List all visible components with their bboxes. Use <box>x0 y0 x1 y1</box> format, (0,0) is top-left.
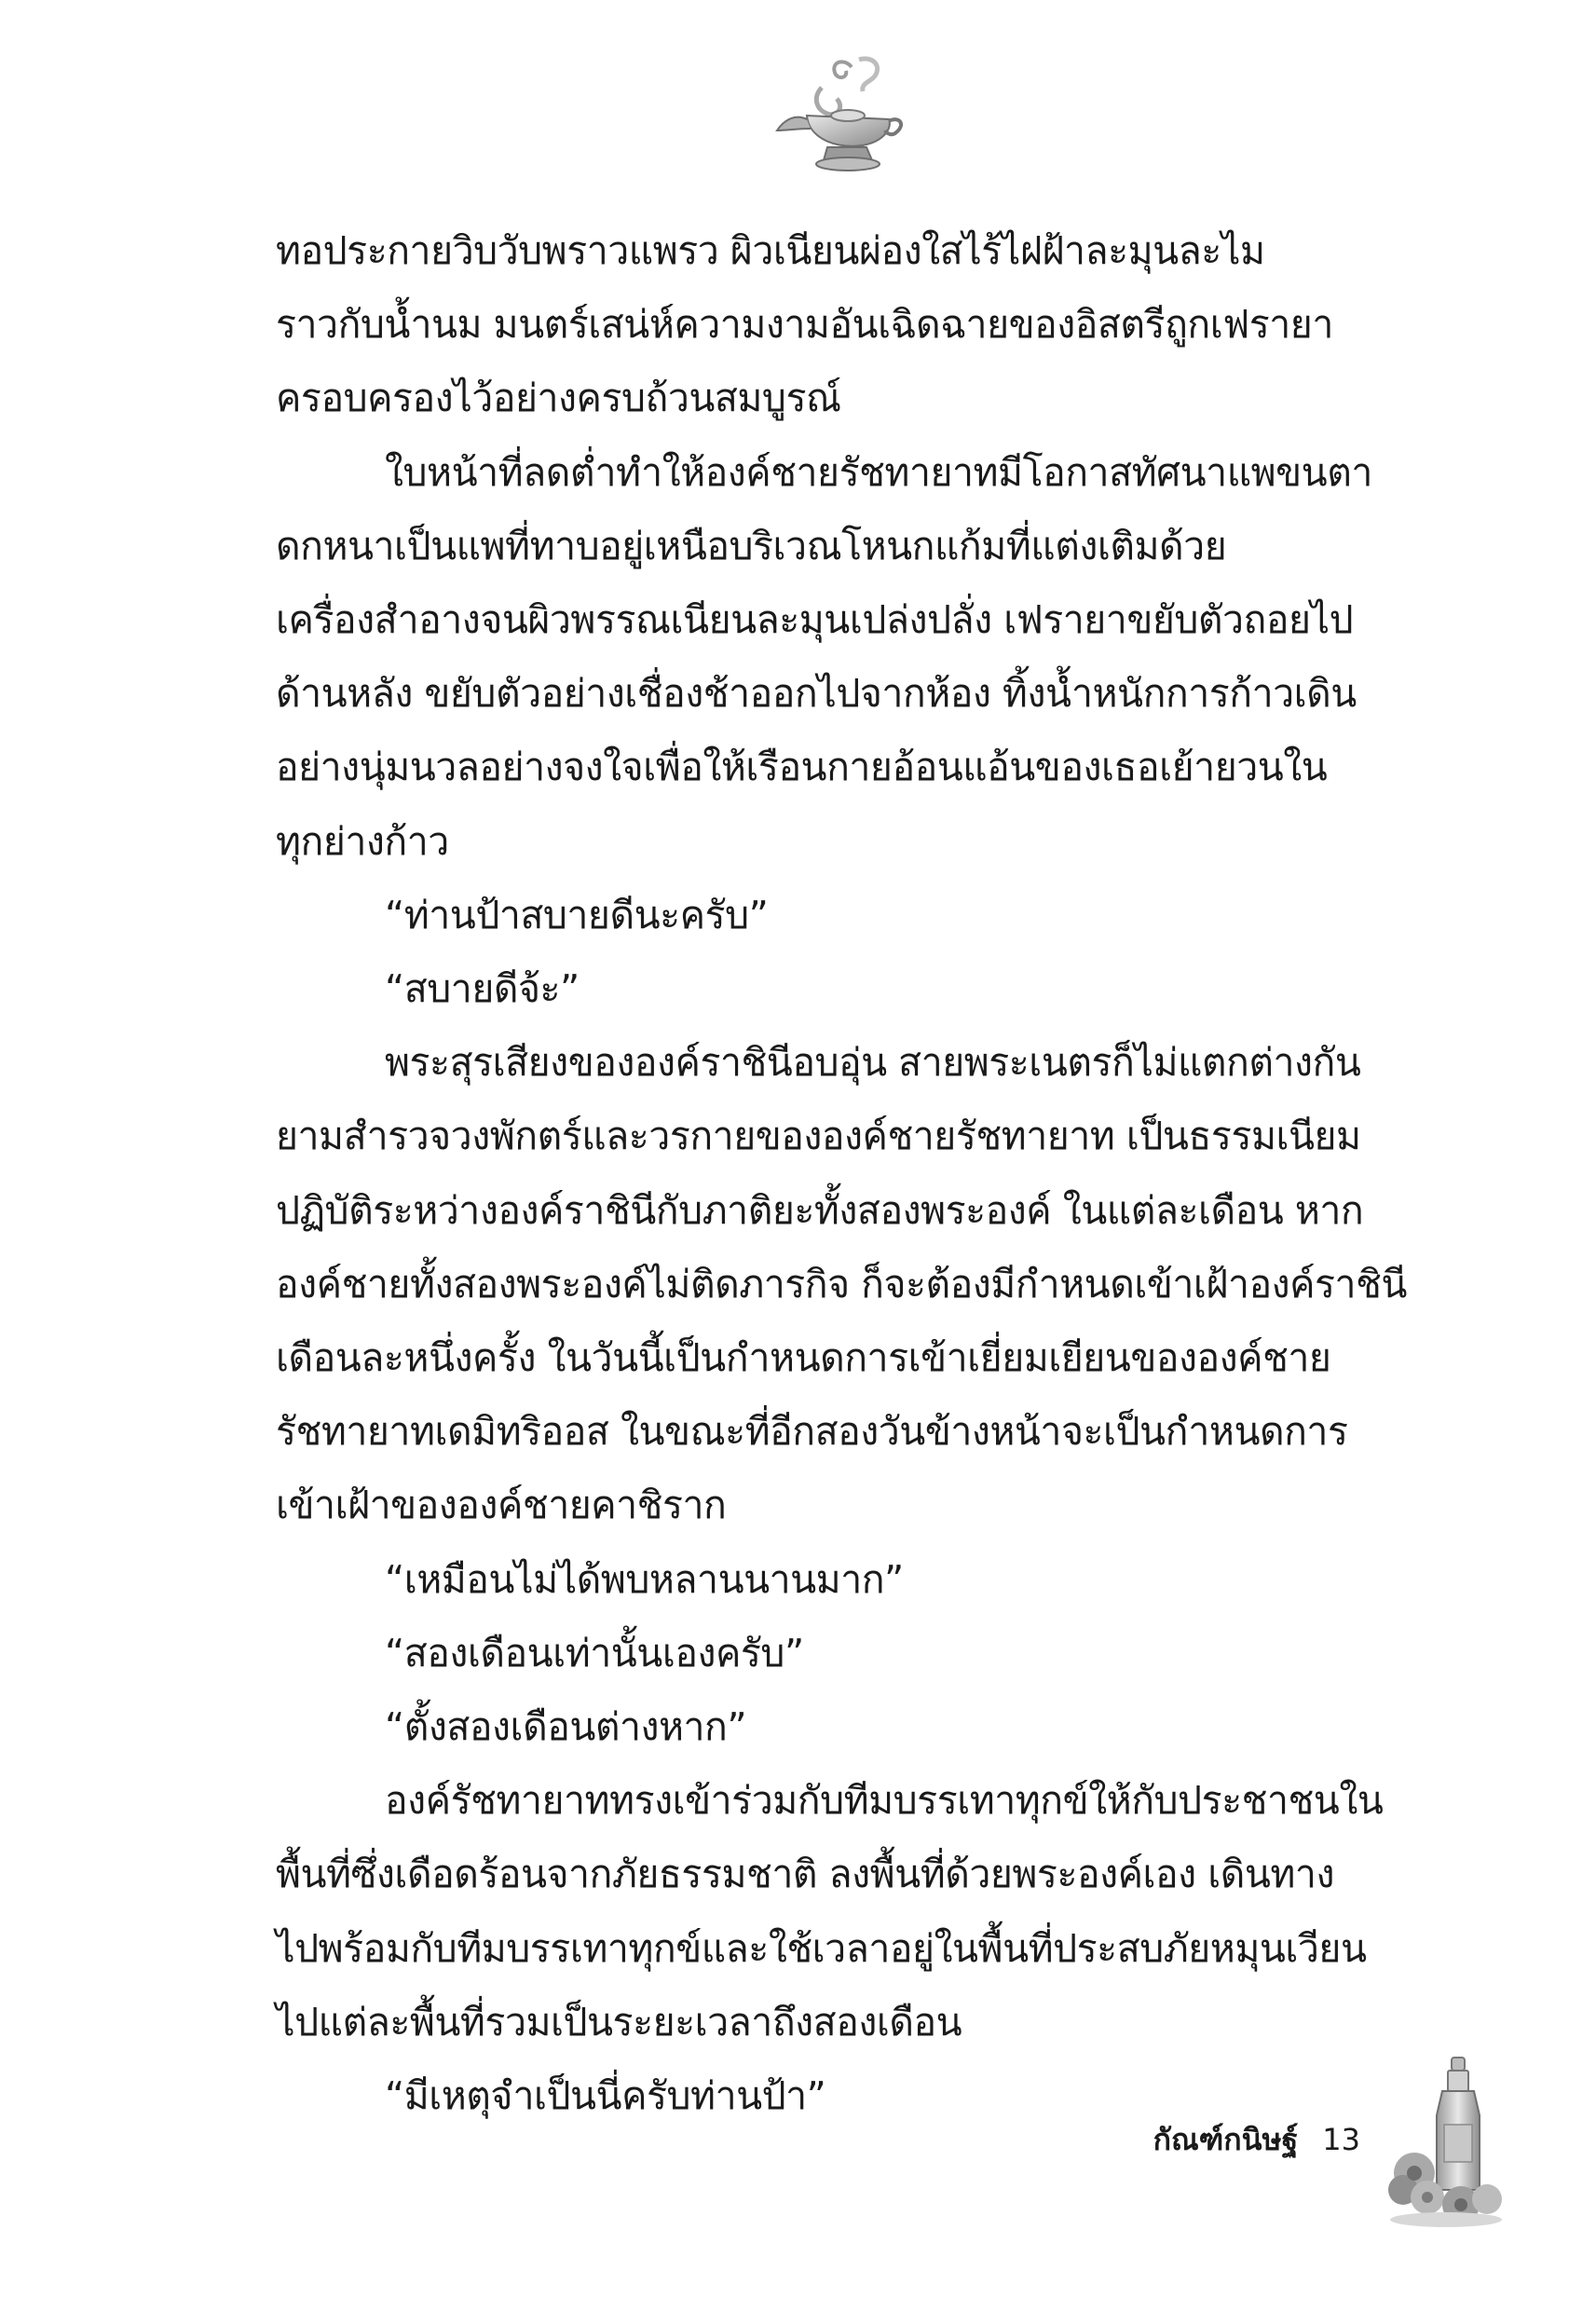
text-line: ไปแต่ละพื้นที่รวมเป็นระยะเวลาถึงสองเดือน <box>276 1999 962 2044</box>
dialogue-line: “มีเหตุจำเป็นนี่ครับท่านป้า” <box>385 2073 826 2119</box>
text-line: องค์ชายทั้งสองพระองค์ไม่ติดภารกิจ ก็จะต้องมีกำหนดเข้าเฝ้าองค์ราชินี <box>276 1261 1407 1306</box>
dialogue-line: “ท่านป้าสบายดีนะครับ” <box>385 892 769 937</box>
dialogue-line: “สบายดีจ้ะ” <box>385 966 580 1012</box>
dialogue-line: “สองเดือนเท่านั้นเองครับ” <box>385 1630 804 1675</box>
text-line: รัชทายาทเดมิทริออส ในขณะที่อีกสองวันข้างหน้าจะเป็นกำหนดการ <box>276 1409 1348 1455</box>
text-line: ไปพร้อมกับทีมบรรเทาทุกข์และใช้เวลาอยู่ในพื้นที่ประสบภัยหมุนเวียน <box>276 1925 1367 1971</box>
text-line: พระสุรเสียงขององค์ราชินีอบอุ่น สายพระเนตรก็ไม่แตกต่างกัน <box>385 1040 1361 1086</box>
dialogue-line: “เหมือนไม่ได้พบหลานนานมาก” <box>385 1556 904 1602</box>
body-text <box>276 214 1422 2133</box>
text-line: ปฏิบัติระหว่างองค์ราชินีกับภาติยะทั้งสองพระองค์ ในแต่ละเดือน หาก <box>276 1187 1364 1233</box>
text-line: ราวกับน้ำนม มนตร์เสน่ห์ความงามอันเฉิดฉายของอิสตรีถูกเฟรายา <box>276 302 1333 348</box>
text-line: เข้าเฝ้าขององค์ชายคาชิราก <box>276 1483 727 1528</box>
text-line: ทอประกายวิบวับพราวแพรว ผิวเนียนผ่องใสไร้ไฝฝ้าละมุนละไม <box>276 228 1265 273</box>
genie-lamp-icon <box>770 54 909 175</box>
text-line: อย่างนุ่มนวลอย่างจงใจเพื่อให้เรือนกายอ้อนแอ้นของเธอเย้ายวนใน <box>276 745 1328 790</box>
text-line: องค์รัชทายาททรงเข้าร่วมกับทีมบรรเทาทุกข์ให้กับประชาชนใน <box>385 1778 1384 1824</box>
perfume-bottle-flowers-icon <box>1386 2050 1507 2227</box>
dialogue-line: “ตั้งสองเดือนต่างหาก” <box>385 1704 747 1750</box>
text-line: ใบหน้าที่ลดต่ำทำให้องค์ชายรัชทายาทมีโอกาสทัศนาแพขนตา <box>385 449 1372 495</box>
book-title: กัณฑ์กนิษฐ์ <box>1153 2122 1299 2157</box>
text-line: ครอบครองไว้อย่างครบถ้วนสมบูรณ์ <box>276 376 841 421</box>
text-line: ดกหนาเป็นแพที่ทาบอยู่เหนือบริเวณโหนกแก้มที่แต่งเติมด้วย <box>276 523 1227 568</box>
text-line: เครื่องสำอางจนผิวพรรณเนียนละมุนเปล่งปลั่ง เฟรายาขยับตัวถอยไป <box>276 597 1354 643</box>
text-line: ทุกย่างก้าว <box>276 818 449 864</box>
text-line: ด้านหลัง ขยับตัวอย่างเชื่องช้าออกไปจากห้อง ทิ้งน้ำหนักการก้าวเดิน <box>276 671 1357 717</box>
page-number: 13 <box>1322 2122 1360 2157</box>
text-line: เดือนละหนึ่งครั้ง ในวันนี้เป็นกำหนดการเข้าเยี่ยมเยียนขององค์ชาย <box>276 1335 1331 1381</box>
page-footer <box>1081 2113 1360 2166</box>
text-line: ยามสำรวจวงพักตร์และวรกายขององค์ชายรัชทายาท เป็นธรรมเนียม <box>276 1114 1361 1159</box>
text-line: พื้นที่ซึ่งเดือดร้อนจากภัยธรรมชาติ ลงพื้นที่ด้วยพระองค์เอง เดินทาง <box>276 1852 1334 1897</box>
